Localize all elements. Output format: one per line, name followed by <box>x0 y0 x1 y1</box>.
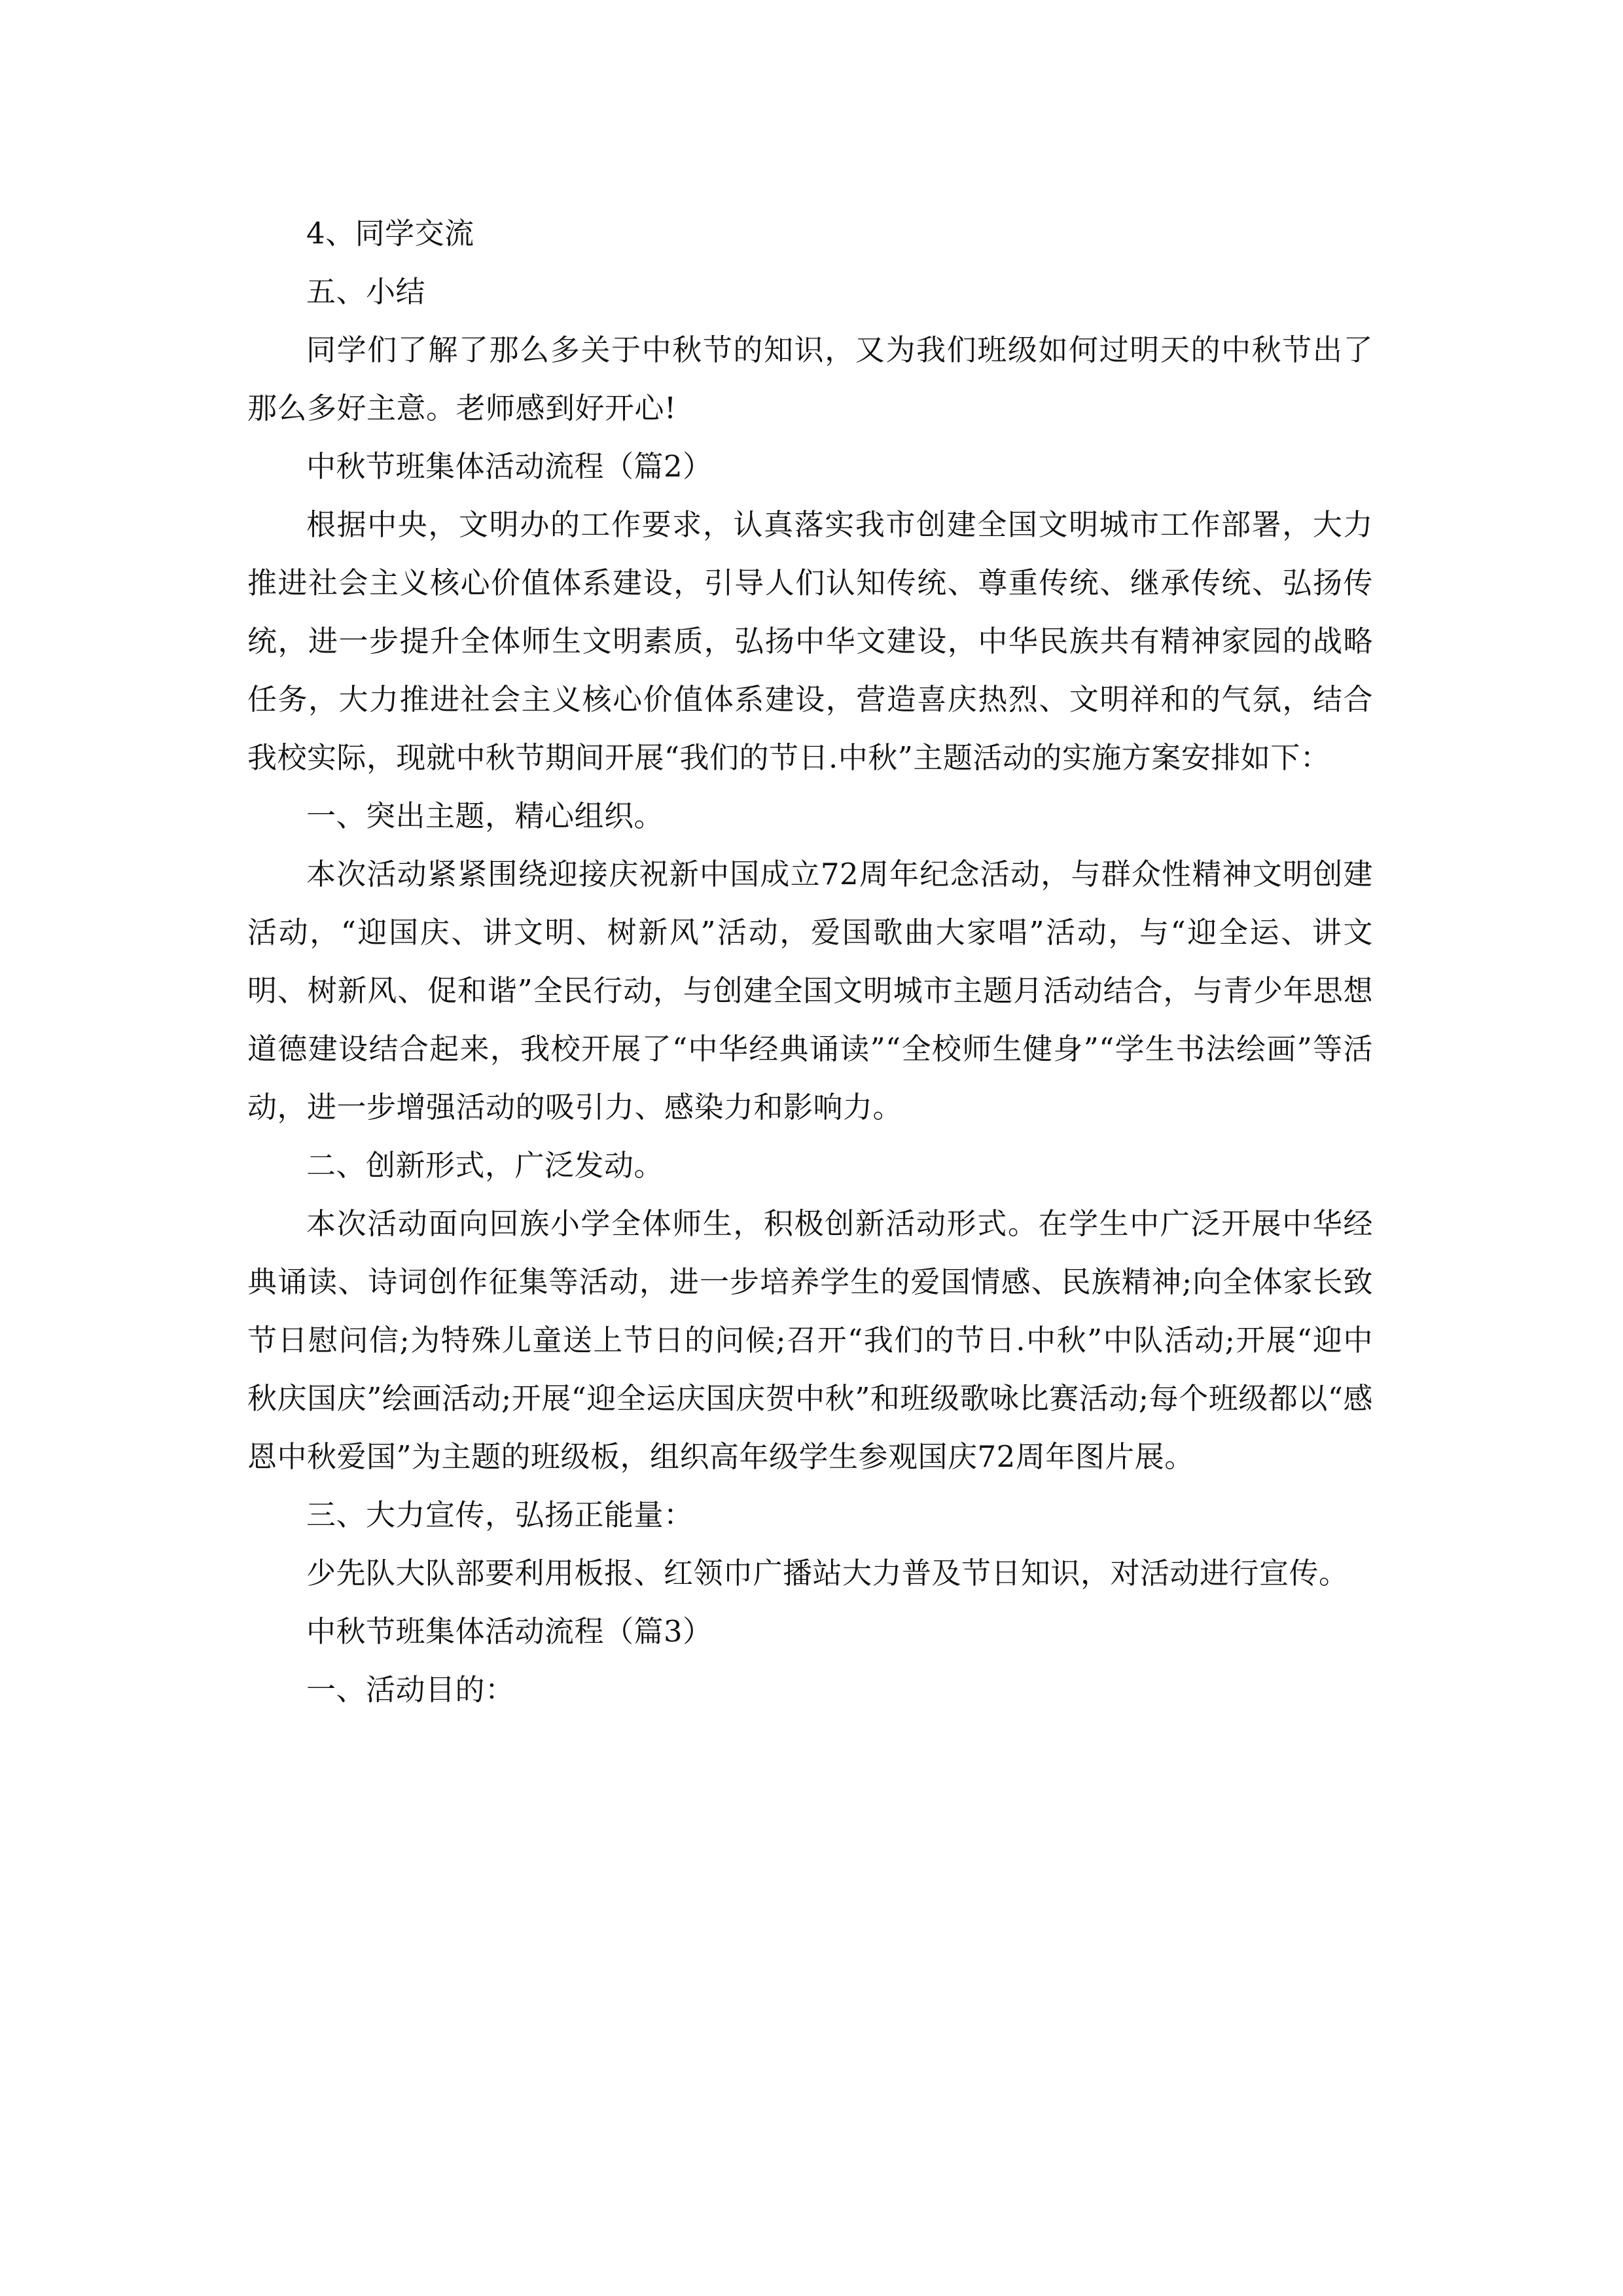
section-heading-innovation: 二、创新形式，广泛发动。 <box>306 1148 664 1183</box>
paragraph-summary: 同学们了解了那么多关于中秋节的知识，又为我们班级如何过明天的中秋节出了那么多好主意。老师感到好开心! <box>247 332 1373 425</box>
section-heading-purpose: 一、活动目的： <box>306 1672 515 1707</box>
list-item-exchange: 4、同学交流 <box>306 216 474 251</box>
section-heading-promotion: 三、大力宣传，弘扬正能量： <box>306 1498 694 1532</box>
paragraph-theme: 本次活动紧紧围绕迎接庆祝新中国成立72周年纪念活动，与群众性精神文明创建活动，“迎国庆、讲文明、树新风”活动，爱国歌曲大家唱”活动，与“迎全运、讲文明、树新风、促和谐”全民行动，与创建全国文明城市主题月活动结合，与青少年思想道德建设结合起来，我校开展了“中华经典诵读”“全校师生健身”“学生书法绘画”等活动，进一步增强活动的吸引力、感染力和影响力。 <box>247 857 1373 1124</box>
document-body <box>247 204 1373 1719</box>
section-heading-summary: 五、小结 <box>306 274 426 309</box>
paragraph-promotion: 少先队大队部要利用板报、红领巾广播站大力普及节日知识，对活动进行宣传。 <box>306 1556 1349 1590</box>
paragraph-innovation: 本次活动面向回族小学全体师生，积极创新活动形式。在学生中广泛开展中华经典诵读、诗词创作征集等活动，进一步培养学生的爱国情感、民族精神;向全体家长致节日慰问信;为特殊儿童送上节日的问候;召开“我们的节日.中秋”中队活动;开展“迎中秋庆国庆”绘画活动;开展“迎全运庆国庆贺中秋”和班级歌咏比赛活动;每个班级都以“感恩中秋爱国”为主题的班级板，组织高年级学生参观国庆72周年图片展。 <box>247 1206 1373 1474</box>
paragraph-intro: 根据中央，文明办的工作要求，认真落实我市创建全国文明城市工作部署，大力推进社会主义核心价值体系建设，引导人们认知传统、尊重传统、继承传统、弘扬传统，进一步提升全体师生文明素质，弘扬中华文建设，中华民族共有精神家园的战略任务，大力推进社会主义核心价值体系建设，营造喜庆热烈、文明祥和的气氛，结合我校实际，现就中秋节期间开展“我们的节日.中秋”主题活动的实施方案安排如下： <box>247 507 1373 775</box>
article-title-part-2: 中秋节班集体活动流程（篇2） <box>306 449 713 484</box>
article-title-part-3: 中秋节班集体活动流程（篇3） <box>306 1614 713 1649</box>
section-heading-theme: 一、突出主题，精心组织。 <box>306 798 664 833</box>
